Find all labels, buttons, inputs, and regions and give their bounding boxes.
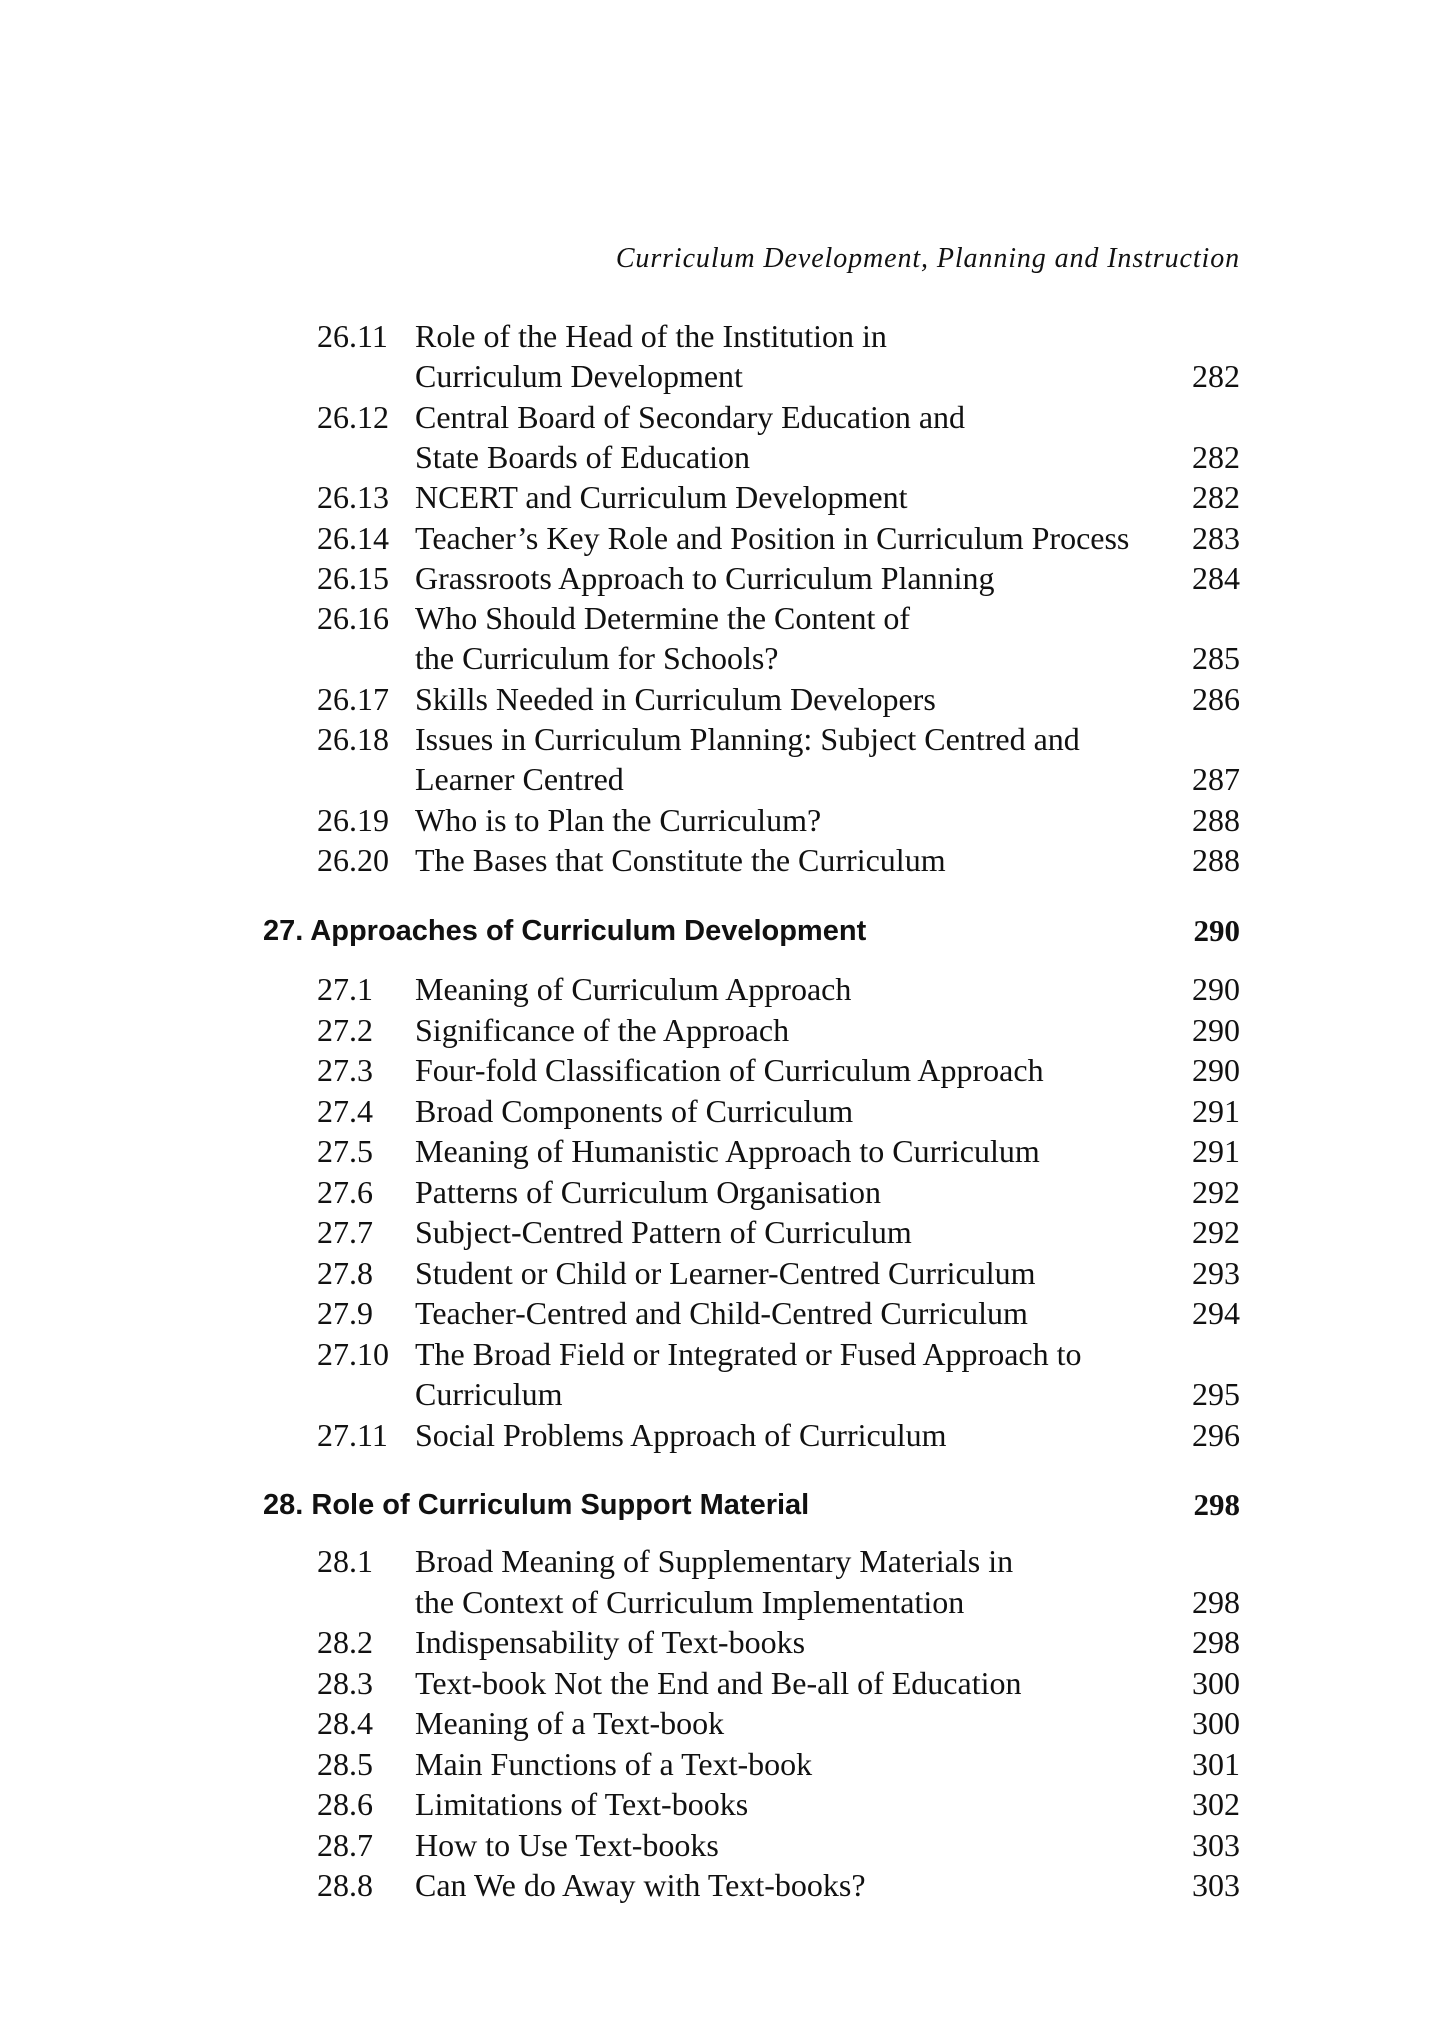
entry-page-number: 300 bbox=[1192, 1665, 1240, 1701]
entry-number: 27.2 bbox=[317, 1012, 373, 1048]
entry-page-number: 296 bbox=[1192, 1417, 1240, 1453]
entry-page-number: 284 bbox=[1192, 560, 1240, 596]
chapter-heading bbox=[0, 1488, 1445, 1522]
entry-title: Central Board of Secondary Education and bbox=[415, 399, 966, 435]
toc-entry bbox=[0, 479, 1445, 515]
entry-title: Learner Centred bbox=[415, 761, 624, 797]
toc-entry bbox=[0, 681, 1445, 717]
entry-page-number: 295 bbox=[1192, 1376, 1240, 1412]
toc-entry bbox=[0, 802, 1445, 838]
entry-title: the Curriculum for Schools? bbox=[415, 640, 779, 676]
entry-title: Issues in Curriculum Planning: Subject Centred and bbox=[415, 721, 1080, 757]
toc-entry bbox=[0, 1746, 1445, 1782]
entry-title: Broad Meaning of Supplementary Materials in bbox=[415, 1543, 1014, 1579]
entry-page-number: 290 bbox=[1192, 1012, 1240, 1048]
entry-title: State Boards of Education bbox=[415, 439, 751, 475]
entry-number: 28.6 bbox=[317, 1786, 373, 1822]
entry-page-number: 290 bbox=[1192, 1052, 1240, 1088]
toc-entry-continuation bbox=[0, 640, 1445, 676]
entry-number: 27.10 bbox=[317, 1336, 389, 1372]
toc-entry bbox=[0, 971, 1445, 1007]
entry-title: Social Problems Approach of Curriculum bbox=[415, 1417, 947, 1453]
entry-number: 26.19 bbox=[317, 802, 389, 838]
entry-title: Patterns of Curriculum Organisation bbox=[415, 1174, 881, 1210]
entry-title: Four-fold Classification of Curriculum Approach bbox=[415, 1052, 1044, 1088]
entry-page-number: 288 bbox=[1192, 842, 1240, 878]
entry-number: 26.15 bbox=[317, 560, 389, 596]
entry-title: Skills Needed in Curriculum Developers bbox=[415, 681, 936, 717]
toc-entry bbox=[0, 1214, 1445, 1250]
entry-page-number: 287 bbox=[1192, 761, 1240, 797]
entry-title: Can We do Away with Text-books? bbox=[415, 1867, 866, 1903]
entry-number: 28.7 bbox=[317, 1827, 373, 1863]
toc-entry bbox=[0, 1336, 1445, 1372]
entry-page-number: 282 bbox=[1192, 439, 1240, 475]
entry-page-number: 301 bbox=[1192, 1746, 1240, 1782]
entry-title: Meaning of a Text-book bbox=[415, 1705, 725, 1741]
toc-entry bbox=[0, 1174, 1445, 1210]
entry-title: Curriculum bbox=[415, 1376, 563, 1412]
toc-entry-continuation bbox=[0, 358, 1445, 394]
entry-page-number: 286 bbox=[1192, 681, 1240, 717]
entry-page-number: 302 bbox=[1192, 1786, 1240, 1822]
entry-page-number: 288 bbox=[1192, 802, 1240, 838]
toc-entry bbox=[0, 560, 1445, 596]
entry-number: 28.5 bbox=[317, 1746, 373, 1782]
entry-page-number: 282 bbox=[1192, 479, 1240, 515]
entry-number: 27.3 bbox=[317, 1052, 373, 1088]
entry-number: 26.14 bbox=[317, 520, 389, 556]
entry-page-number: 282 bbox=[1192, 358, 1240, 394]
entry-page-number: 283 bbox=[1192, 520, 1240, 556]
entry-number: 27.5 bbox=[317, 1133, 373, 1169]
entry-number: 27.9 bbox=[317, 1295, 373, 1331]
entry-title: Text-book Not the End and Be-all of Education bbox=[415, 1665, 1022, 1701]
entry-page-number: 291 bbox=[1192, 1093, 1240, 1129]
entry-title: Teacher-Centred and Child-Centred Curriculum bbox=[415, 1295, 1028, 1331]
entry-page-number: 293 bbox=[1192, 1255, 1240, 1291]
entry-page-number: 303 bbox=[1192, 1867, 1240, 1903]
entry-title: Main Functions of a Text-book bbox=[415, 1746, 813, 1782]
entry-page-number: 298 bbox=[1192, 1624, 1240, 1660]
toc-entry-continuation bbox=[0, 1376, 1445, 1412]
entry-page-number: 294 bbox=[1192, 1295, 1240, 1331]
entry-number: 27.11 bbox=[317, 1417, 388, 1453]
entry-page-number: 291 bbox=[1192, 1133, 1240, 1169]
toc-entry bbox=[0, 721, 1445, 757]
entry-title: Significance of the Approach bbox=[415, 1012, 790, 1048]
entry-number: 26.11 bbox=[317, 318, 388, 354]
entry-title: How to Use Text-books bbox=[415, 1827, 719, 1863]
toc-entry bbox=[0, 1705, 1445, 1741]
toc-entry bbox=[0, 1133, 1445, 1169]
entry-number: 26.16 bbox=[317, 600, 389, 636]
toc-entry bbox=[0, 399, 1445, 435]
toc-entry-continuation bbox=[0, 1584, 1445, 1620]
entry-number: 28.4 bbox=[317, 1705, 373, 1741]
toc-entry bbox=[0, 600, 1445, 636]
entry-page-number: 298 bbox=[1192, 1584, 1240, 1620]
entry-page-number: 292 bbox=[1192, 1174, 1240, 1210]
entry-title: Curriculum Development bbox=[415, 358, 743, 394]
entry-number: 28.1 bbox=[317, 1543, 373, 1579]
entry-number: 26.18 bbox=[317, 721, 389, 757]
entry-page-number: 300 bbox=[1192, 1705, 1240, 1741]
toc-entry bbox=[0, 1052, 1445, 1088]
entry-title: Subject-Centred Pattern of Curriculum bbox=[415, 1214, 912, 1250]
toc-entry bbox=[0, 1255, 1445, 1291]
entry-title: Who Should Determine the Content of bbox=[415, 600, 911, 636]
chapter-heading bbox=[0, 914, 1445, 948]
entry-title: Grassroots Approach to Curriculum Planning bbox=[415, 560, 995, 596]
chapter-title: 28. Role of Curriculum Support Material bbox=[263, 1489, 810, 1521]
entry-title: Who is to Plan the Curriculum? bbox=[415, 802, 822, 838]
entry-page-number: 290 bbox=[1192, 971, 1240, 1007]
entry-title: NCERT and Curriculum Development bbox=[415, 479, 908, 515]
entry-number: 27.4 bbox=[317, 1093, 373, 1129]
entry-number: 27.8 bbox=[317, 1255, 373, 1291]
entry-page-number: 303 bbox=[1192, 1827, 1240, 1863]
entry-number: 28.3 bbox=[317, 1665, 373, 1701]
entry-title: Broad Components of Curriculum bbox=[415, 1093, 854, 1129]
toc-entry bbox=[0, 1665, 1445, 1701]
entry-title: Teacher’s Key Role and Position in Curriculum Process bbox=[415, 520, 1130, 556]
entry-title: Meaning of Humanistic Approach to Curriculum bbox=[415, 1133, 1040, 1169]
entry-title: The Bases that Constitute the Curriculum bbox=[415, 842, 946, 878]
entry-title: Role of the Head of the Institution in bbox=[415, 318, 887, 354]
toc-entry bbox=[0, 1786, 1445, 1822]
toc-entry bbox=[0, 1624, 1445, 1660]
toc-entry bbox=[0, 842, 1445, 878]
entry-number: 26.12 bbox=[317, 399, 389, 435]
chapter-page-number: 298 bbox=[1193, 1487, 1240, 1522]
entry-title: Indispensability of Text-books bbox=[415, 1624, 806, 1660]
entry-number: 27.7 bbox=[317, 1214, 373, 1250]
entry-title: the Context of Curriculum Implementation bbox=[415, 1584, 965, 1620]
toc-entry bbox=[0, 318, 1445, 354]
toc-entry bbox=[0, 1012, 1445, 1048]
toc-entry-continuation bbox=[0, 761, 1445, 797]
entry-number: 26.17 bbox=[317, 681, 389, 717]
toc-entry bbox=[0, 520, 1445, 556]
chapter-page-number: 290 bbox=[1193, 913, 1240, 948]
toc-entry bbox=[0, 1543, 1445, 1579]
entry-page-number: 285 bbox=[1192, 640, 1240, 676]
entry-number: 27.6 bbox=[317, 1174, 373, 1210]
toc-entry bbox=[0, 1093, 1445, 1129]
entry-number: 28.8 bbox=[317, 1867, 373, 1903]
chapter-title: 27. Approaches of Curriculum Development bbox=[263, 915, 867, 947]
entry-title: Limitations of Text-books bbox=[415, 1786, 749, 1822]
toc-entry bbox=[0, 1867, 1445, 1903]
toc-entry bbox=[0, 1417, 1445, 1453]
entry-number: 28.2 bbox=[317, 1624, 373, 1660]
entry-number: 27.1 bbox=[317, 971, 373, 1007]
toc-entry bbox=[0, 1295, 1445, 1331]
entry-number: 26.13 bbox=[317, 479, 389, 515]
running-head: Curriculum Development, Planning and Instruction bbox=[615, 243, 1240, 274]
entry-page-number: 292 bbox=[1192, 1214, 1240, 1250]
entry-number: 26.20 bbox=[317, 842, 389, 878]
entry-title: Student or Child or Learner-Centred Curriculum bbox=[415, 1255, 1036, 1291]
entry-title: Meaning of Curriculum Approach bbox=[415, 971, 852, 1007]
toc-entry bbox=[0, 1827, 1445, 1863]
entry-title: The Broad Field or Integrated or Fused Approach to bbox=[415, 1336, 1082, 1372]
toc-entry-continuation bbox=[0, 439, 1445, 475]
